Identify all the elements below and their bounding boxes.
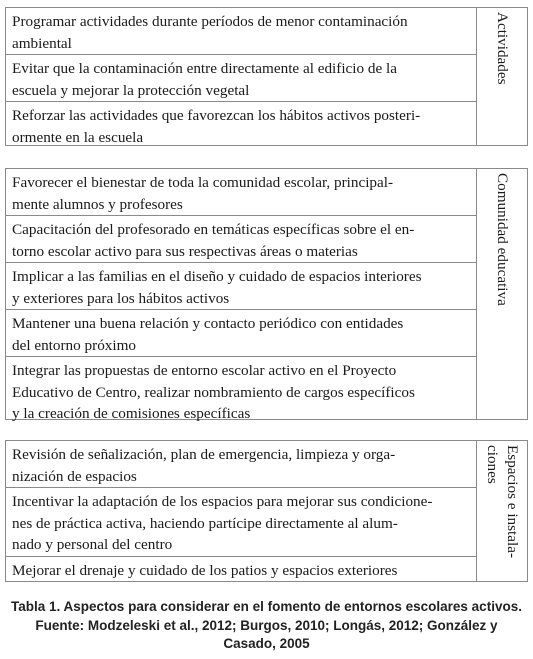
category-label-comunidad: Comunidad educativa <box>494 173 511 306</box>
category-cell <box>476 8 527 145</box>
table-rows <box>6 169 476 422</box>
category-cell <box>476 441 527 581</box>
table-row: Incentivar la adaptación de los espacios para mejorar sus condicione- nes de práctica activa, haciendo partícipe directamente al alum- nado y personal del centro <box>6 487 476 556</box>
table-row: Favorecer el bienestar de toda la comunidad escolar, principal- mente alumnos y profesores <box>12 174 394 213</box>
table-row: Evitar que la contaminación entre directamente al edificio de la escuela y mejorar la protección vegetal <box>6 54 476 101</box>
table-actividades <box>5 7 528 146</box>
table-row: Revisión de señalización, plan de emergencia, limpieza y orga- nización de espacios <box>12 446 396 485</box>
table-row: Reforzar las actividades que favorezcan los hábitos activos posteri- ormente en la escuela <box>6 101 476 148</box>
table-caption: Tabla 1. Aspectos para considerar en el fomento de entornos escolares activos. Fuente: Modzeleski et al., 2012; Burgos, 2010; Longás, 2012; González y Casado, 2005 <box>11 599 522 651</box>
table-row: Implicar a las familias en el diseño y cuidado de espacios interiores y exteriores para los hábitos activos <box>6 262 476 309</box>
category-cell <box>476 169 527 419</box>
table-espacios <box>5 440 528 582</box>
table-row: Programar actividades durante períodos de menor contaminación ambiental <box>12 13 408 52</box>
table-rows <box>6 8 476 145</box>
table-row: Capacitación del profesorado en temáticas específicas sobre el en- torno escolar activo para sus respectivas áreas o materias <box>6 215 476 262</box>
table-row: Integrar las propuestas de entorno escolar activo en el Proyecto Educativo de Centro, realizar nombramiento de cargos específicos y la creación de comisiones específicas <box>6 356 476 425</box>
table-rows <box>6 441 476 581</box>
table-row: Mejorar el drenaje y cuidado de los patios y espacios exteriores <box>6 556 476 582</box>
category-label-espacios: Espacios e instala- ciones <box>484 445 521 559</box>
table-row: Mantener una buena relación y contacto periódico con entidades del entorno próximo <box>6 309 476 356</box>
table-comunidad-educativa <box>5 168 528 420</box>
category-label-actividades: Actividades <box>494 12 511 85</box>
